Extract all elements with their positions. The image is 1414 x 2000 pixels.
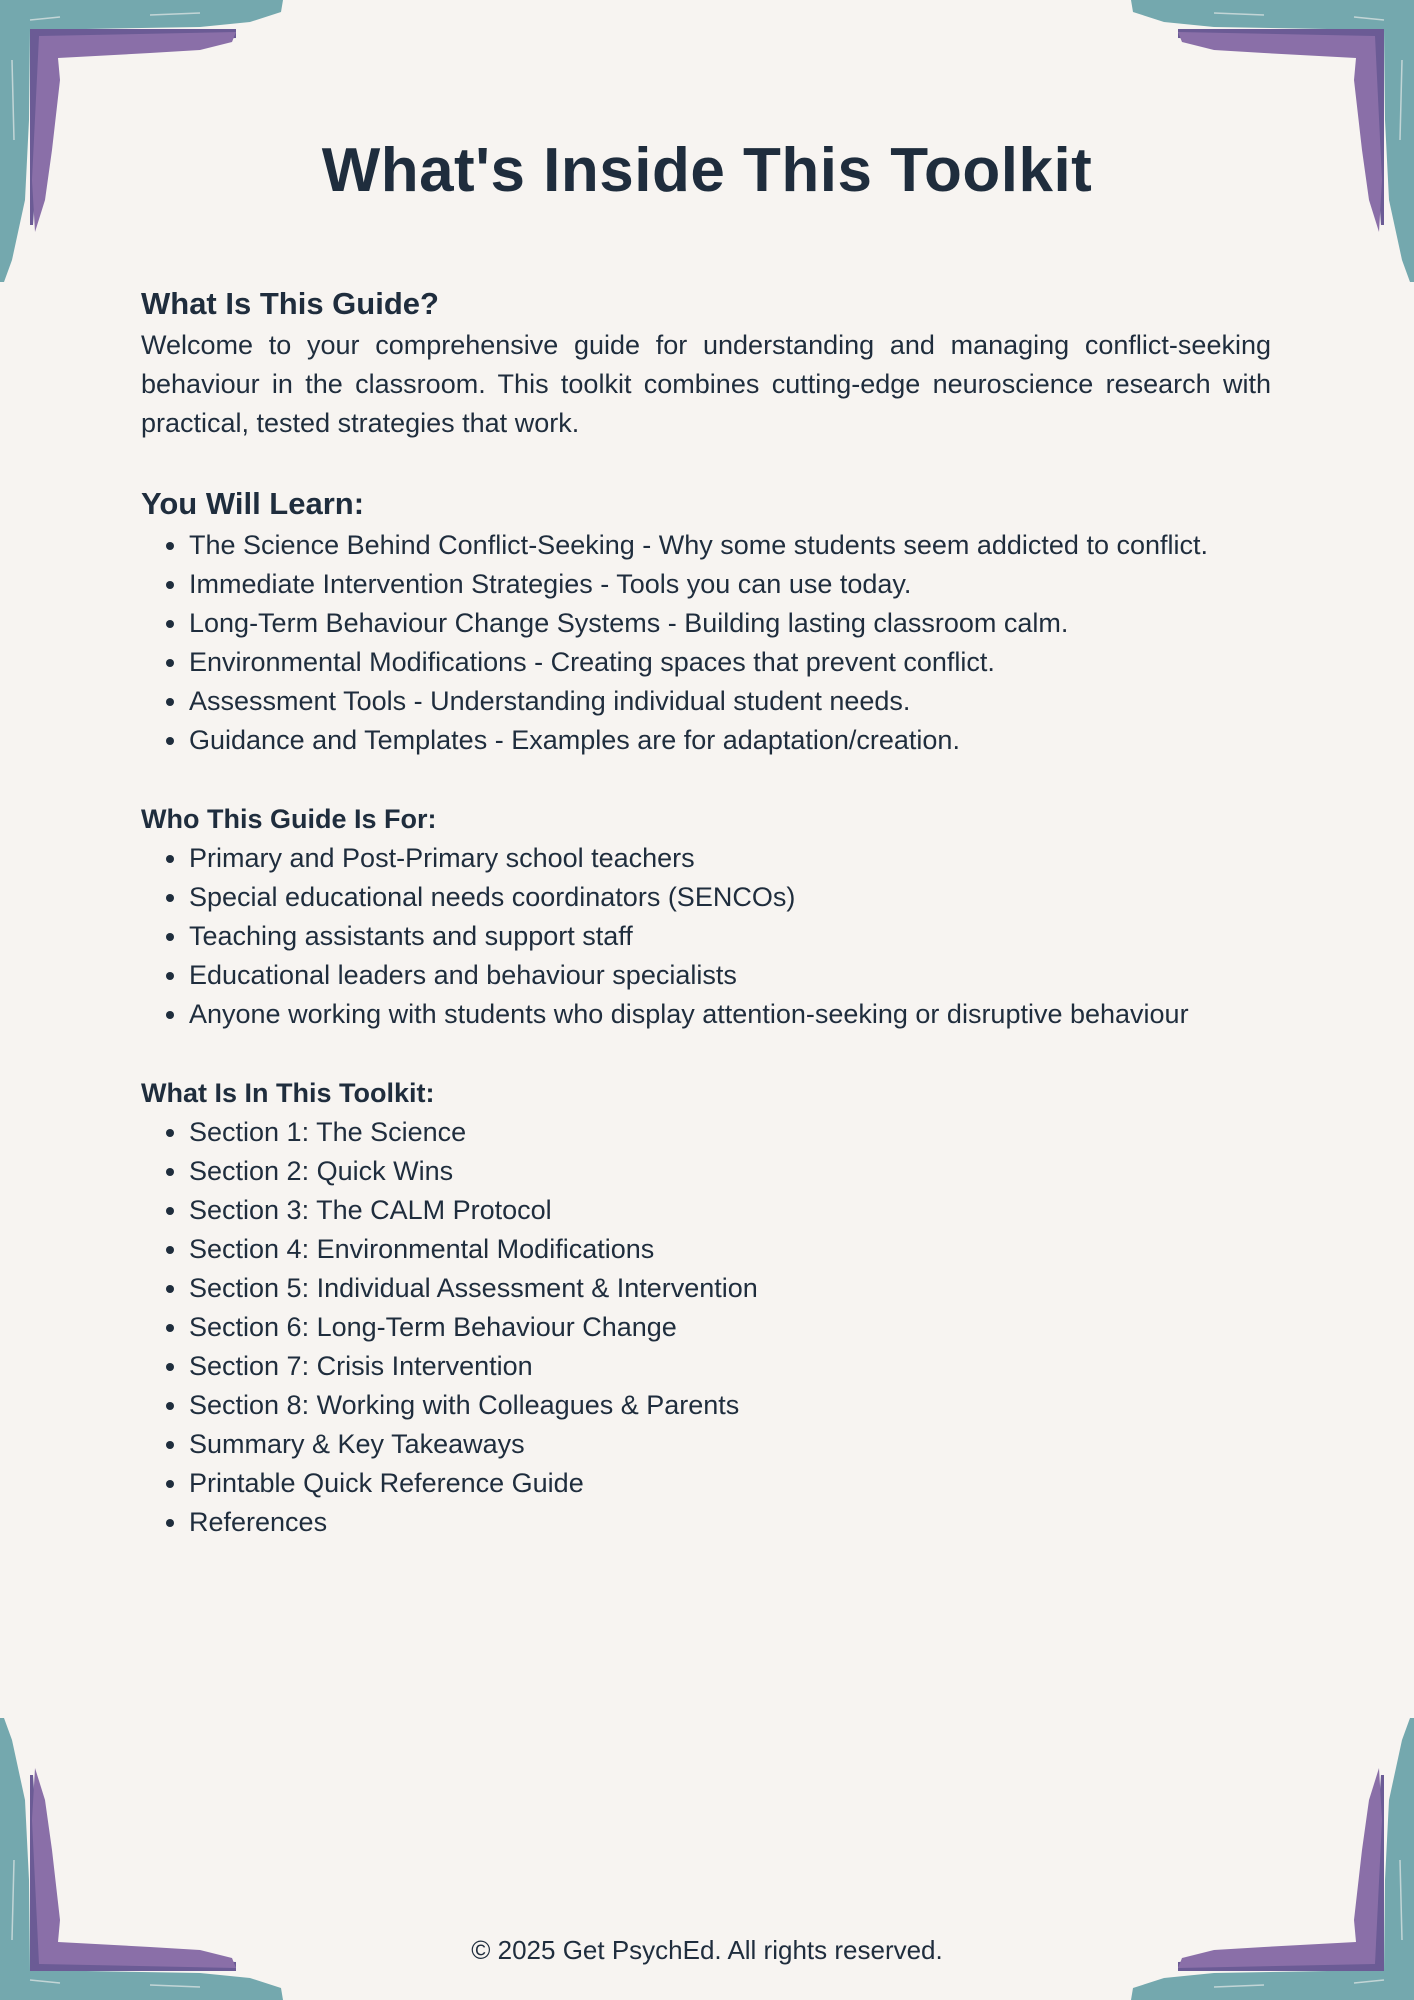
list-item: • Section 6: Long-Term Behaviour Change <box>189 1308 1271 1347</box>
audience-list <box>141 839 1271 1034</box>
guide-heading: What Is This Guide? <box>141 286 439 321</box>
list-item: • Guidance and Templates - Examples are for adaptation/creation. <box>189 721 1271 760</box>
learn-heading: You Will Learn: <box>141 486 365 521</box>
list-item: • Special educational needs coordinators (SENCOs) <box>189 878 1271 917</box>
content <box>141 282 1271 1542</box>
list-item: • The Science Behind Conflict-Seeking - Why some students seem addicted to conflict. <box>189 526 1271 565</box>
list-item: • Anyone working with students who display attention-seeking or disruptive behaviour <box>189 995 1271 1034</box>
learn-list <box>141 526 1271 760</box>
list-item: • Educational leaders and behaviour specialists <box>189 956 1271 995</box>
list-item: • Section 5: Individual Assessment & Intervention <box>189 1269 1271 1308</box>
copyright-footer: © 2025 Get PsychEd. All rights reserved. <box>471 1935 943 1965</box>
list-item: • Section 4: Environmental Modifications <box>189 1230 1271 1269</box>
list-item: • Summary & Key Takeaways <box>189 1425 1271 1464</box>
list-item: • Section 3: The CALM Protocol <box>189 1191 1271 1230</box>
list-item: • Section 8: Working with Colleagues & Parents <box>189 1386 1271 1425</box>
list-item: • Long-Term Behaviour Change Systems - Building lasting classroom calm. <box>189 604 1271 643</box>
list-item: • Primary and Post-Primary school teachers <box>189 839 1271 878</box>
list-item: • Section 2: Quick Wins <box>189 1152 1271 1191</box>
list-item: • Immediate Intervention Strategies - Tools you can use today. <box>189 565 1271 604</box>
list-item: • Printable Quick Reference Guide <box>189 1464 1271 1503</box>
list-item: • Section 7: Crisis Intervention <box>189 1347 1271 1386</box>
audience-heading: Who This Guide Is For: <box>141 804 437 834</box>
list-item: • Environmental Modifications - Creating spaces that prevent conflict. <box>189 643 1271 682</box>
list-item: • Section 1: The Science <box>189 1113 1271 1152</box>
guide-body: Welcome to your comprehensive guide for understanding and managing conflict-seeking behaviour in the classroom. This toolkit combines cutting-edge neuroscience research with practical, tested strategies that work. <box>141 330 1271 438</box>
list-item: • References <box>189 1503 1271 1542</box>
contents-list <box>141 1113 1271 1542</box>
list-item: • Assessment Tools - Understanding individual student needs. <box>189 682 1271 721</box>
contents-heading: What Is In This Toolkit: <box>141 1078 435 1108</box>
list-item: • Teaching assistants and support staff <box>189 917 1271 956</box>
page-title: What's Inside This Toolkit <box>321 136 1093 205</box>
